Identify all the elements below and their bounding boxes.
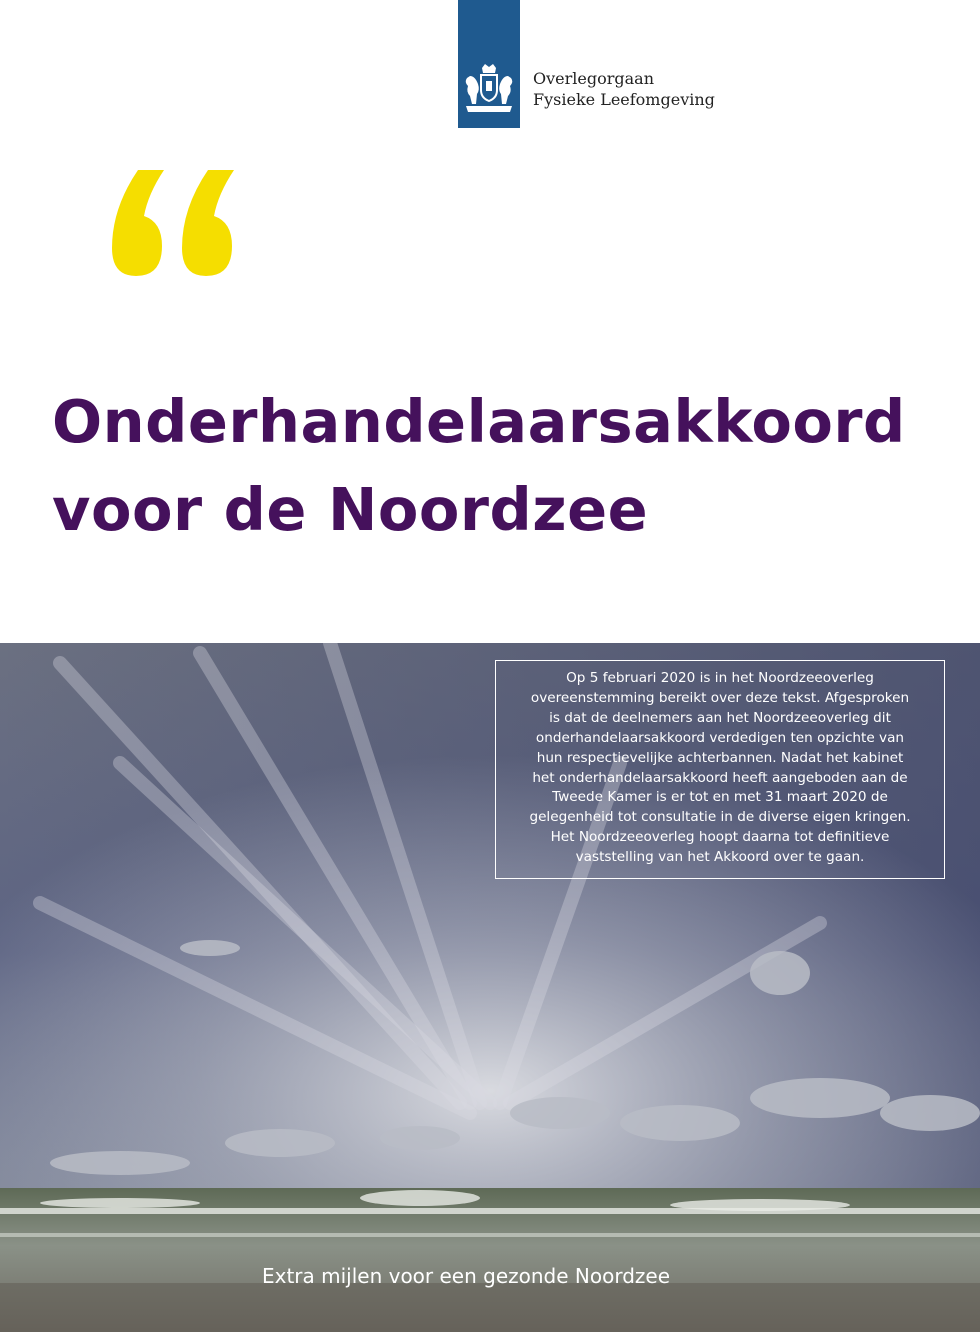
organization-line-1: Overlegorgaan (533, 69, 655, 88)
organization-line-2: Fysieke Leefomgeving (533, 90, 715, 109)
organization-name (533, 68, 715, 110)
logo-bar (458, 0, 520, 128)
notice-line: Tweede Kamer is er tot en met 31 maart 2020 de (552, 789, 888, 806)
notice-line: hun respectievelijke achterbannen. Nadat het kabinet (536, 749, 904, 766)
notice-line: overeenstemming bereikt over deze tekst. Afgesproken (530, 689, 910, 706)
notice-line: Op 5 februari 2020 is in het Noordzeeoverleg (566, 670, 874, 686)
notice-line: Het Noordzeeoverleg hoopt daarna tot definitieve (550, 829, 890, 846)
quotation-mark-icon (104, 164, 254, 286)
notice-line: het onderhandelaarsakkoord heeft aangeboden aan de (532, 769, 908, 786)
notice-line: vaststelling van het Akkoord over te gaan. (575, 849, 865, 866)
coat-of-arms-icon (462, 64, 516, 116)
cover-subtitle: Extra mijlen voor een gezonde Noordzee (261, 1264, 671, 1288)
notice-line: gelegenheid tot consultatie in de diverse eigen kringen. (529, 809, 911, 826)
agreement-notice-box (495, 660, 945, 879)
notice-line: onderhandelaarsakkoord verdedigen ten opzichte van (535, 729, 905, 746)
title-line-2: voor de Noordzee (52, 475, 649, 544)
title-line-1: Onderhandelaarsakkoord (52, 387, 906, 456)
page-title (52, 378, 906, 554)
notice-line: is dat de deelnemers aan het Noordzeeoverleg dit (549, 709, 891, 726)
